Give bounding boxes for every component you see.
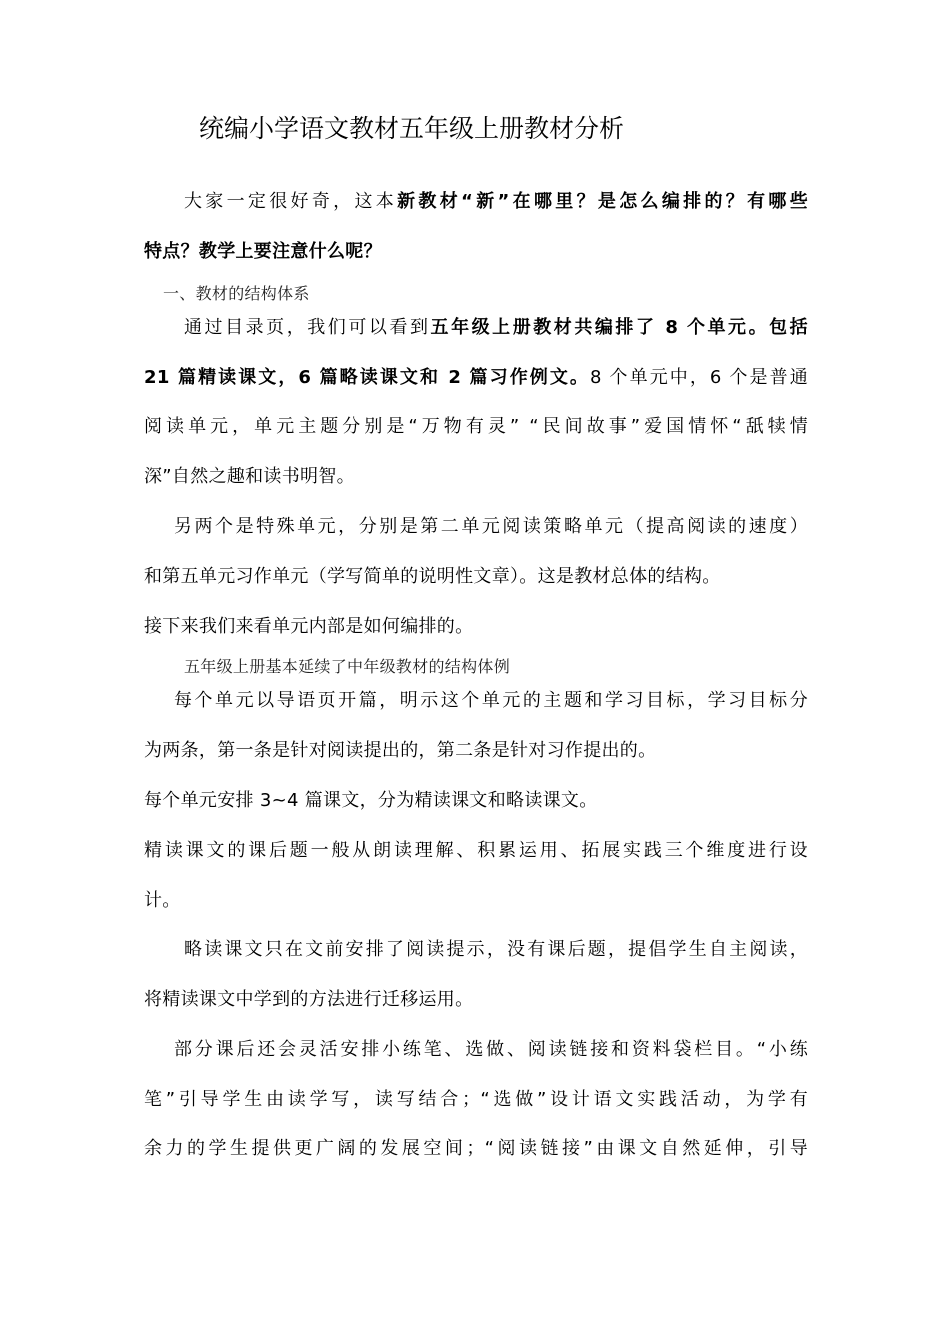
s1-p2-line-2: 和第五单元习作单元（学写简单的说明性文章）。这是教材总体的结构。 [144, 566, 721, 587]
s2-p4-line-2: 将精读课文中学到的方法进行迁移运用。 [144, 989, 474, 1010]
s1-p1-bold-2: 21 篇精读课文，6 篇略读课文和 2 篇习作例文。 [144, 367, 590, 388]
s2-p5-line-2: 笔”引导学生由读学写，读写结合；“选做”设计语文实践活动，为学有 [144, 1089, 808, 1110]
s1-p1-bold: 五年级上册教材共编排了 8 个单元。包括 [430, 317, 808, 338]
intro-line-1 [184, 190, 808, 214]
s2-p3-line-2: 计。 [144, 890, 181, 911]
s2-p2: 每个单元安排 3~4 篇课文，分为精读课文和略读课文。 [144, 790, 598, 811]
s1-p1-line-4: 深”自然之趣和读书明智。 [144, 466, 355, 487]
s1-p1-plain-2: 8 个单元中，6 个是普通 [590, 367, 808, 388]
intro-text-bold: 新教材“新”在哪里？是怎么编排的？有哪些 [397, 191, 808, 212]
s1-p2-line-3: 接下来我们来看单元内部是如何编排的。 [144, 616, 474, 637]
s2-p1-line-2: 为两条，第一条是针对阅读提出的，第二条是针对习作提出的。 [144, 740, 657, 761]
section-heading-2: 五年级上册基本延续了中年级教材的结构体例 [184, 657, 511, 676]
s1-p1-line-1 [184, 316, 808, 340]
s1-p1-plain: 通过目录页，我们可以看到 [184, 317, 431, 338]
s1-p2-line-1: 另两个是特殊单元，分别是第二单元阅读策略单元（提高阅读的速度） [174, 516, 808, 537]
intro-text-plain: 大家一定很好奇，这本 [184, 191, 398, 212]
s2-p5-line-3: 余力的学生提供更广阔的发展空间；“阅读链接”由课文自然延伸，引导 [144, 1138, 808, 1159]
document-title: 统编小学语文教材五年级上册教材分析 [199, 114, 625, 143]
s2-p5-line-1: 部分课后还会灵活安排小练笔、选做、阅读链接和资料袋栏目。“小练 [174, 1039, 808, 1060]
intro-line-2: 特点？教学上要注意什么呢？ [144, 241, 382, 262]
s2-p3-line-1: 精读课文的课后题一般从朗读理解、积累运用、拓展实践三个维度进行设 [144, 840, 808, 861]
s2-p4-line-1: 略读课文只在文前安排了阅读提示，没有课后题，提倡学生自主阅读， [184, 939, 808, 960]
s1-p1-line-3: 阅读单元，单元主题分别是“万物有灵” “民间故事”爱国情怀“舐犊情 [144, 416, 808, 437]
s1-p1-line-2 [144, 366, 808, 390]
s2-p1-line-1: 每个单元以导语页开篇，明示这个单元的主题和学习目标，学习目标分 [174, 690, 808, 711]
section-heading-1: 一、教材的结构体系 [163, 284, 310, 303]
